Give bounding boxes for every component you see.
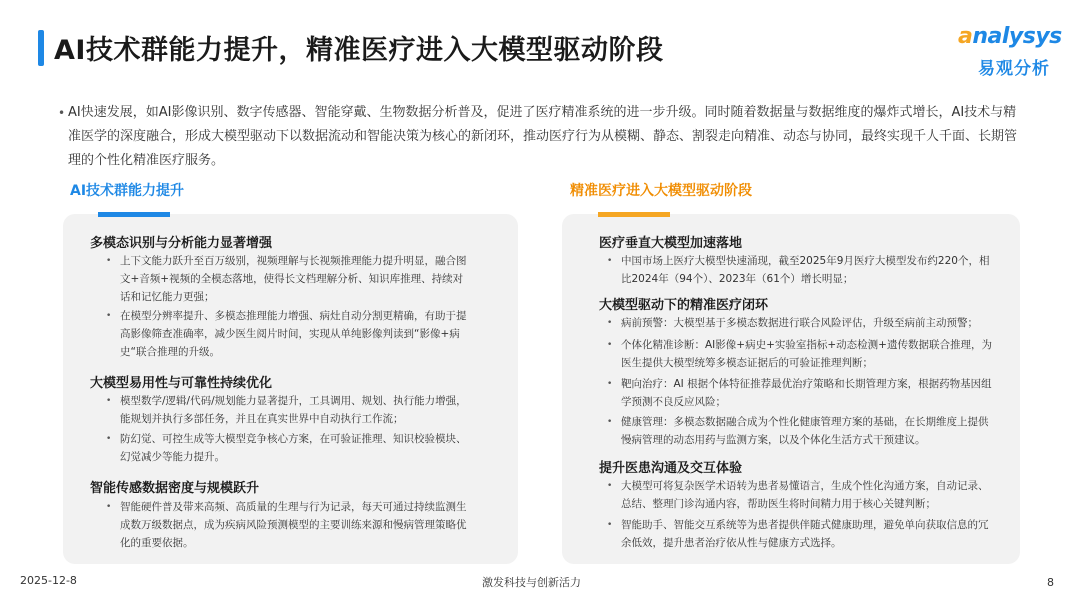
bullet-dot-icon: • <box>607 417 613 427</box>
bullet-dot-icon: • <box>607 340 613 350</box>
right-section-heading: 精准医疗进入大模型驱动阶段 <box>570 183 752 199</box>
list-item-text: 大模型可将复杂医学术语转为患者易懂语言，生成个性化沟通方案，自动记录、总结、整理门诊沟通内容，帮助医生将时间精力用于核心关键判断； <box>621 480 989 510</box>
left-subtitle-2: 大模型易用性与可靠性持续优化 <box>90 376 273 391</box>
page-title: AI技术群能力提升，精准医疗进入大模型驱动阶段 <box>54 35 664 66</box>
list-item <box>607 516 996 552</box>
list-item-text: 在模型分辨率提升、多模态推理能力增强、病灶自动分割更精确，有助于提高影像筛查准确率，减少医生阅片时间，实现从单纯影像判读到“影像+病史“联合推理的升级。 <box>120 310 467 358</box>
list-item-text: 中国市场上医疗大模型快速涌现，截至2025年9月医疗大模型发布约220个，相比2024年（94个）、2023年（61个）增长明显； <box>621 255 990 285</box>
left-subtitle-1: 多模态识别与分析能力显著增强 <box>90 236 273 251</box>
bullet-dot-icon: • <box>106 311 112 321</box>
page-number: 8 <box>1047 576 1054 589</box>
list-item <box>607 477 996 513</box>
logo-chinese-name: 易观分析 <box>978 59 1050 79</box>
list-item <box>607 252 996 288</box>
logo-wordmark <box>958 24 1062 49</box>
list-item-text: 智能助手、智能交互系统等为患者提供伴随式健康助理，避免单向获取信息的冗余低效，提升患者治疗依从性与健康方式选择。 <box>621 519 989 549</box>
bullet-dot-icon: • <box>607 520 613 530</box>
footer-date: 2025-12-8 <box>20 574 77 587</box>
bullet-dot-icon: • <box>607 379 613 389</box>
bullet-dot-icon: • <box>607 481 613 491</box>
list-item <box>106 392 472 428</box>
analysys-logo <box>958 24 1064 80</box>
list-item-text: 靶向治疗：AI 根据个体特征推荐最优治疗策略和长期管理方案，根据药物基因组学预测不良反应风险； <box>621 378 992 408</box>
list-item <box>607 413 996 449</box>
bullet-dot-icon: • <box>607 318 613 328</box>
right-subtitle-1: 医疗垂直大模型加速落地 <box>599 236 743 251</box>
list-item <box>607 336 996 372</box>
logo-wordmark-a: a <box>958 24 973 49</box>
list-item-text: 个体化精准诊断：AI影像+病史+实验室指标+动态检测+遗传数据联合推理，为医生提供大模型统筹多模态证据后的可验证推理判断； <box>621 339 992 369</box>
bullet-dot-icon: • <box>106 434 112 444</box>
right-subtitle-3: 提升医患沟通及交互体验 <box>599 461 743 476</box>
list-item-text: 防幻觉、可控生成等大模型竞争核心方案，在可验证推理、知识校验模块、幻觉减少等能力提升。 <box>120 433 467 463</box>
left-subtitle-3: 智能传感数据密度与规模跃升 <box>90 481 260 496</box>
bullet-dot-icon: • <box>106 256 112 266</box>
right-subtitle-2: 大模型驱动下的精准医疗闭环 <box>599 298 769 313</box>
bullet-dot-icon: • <box>607 256 613 266</box>
intro-paragraph <box>58 101 1018 173</box>
logo-wordmark-rest: nalysys <box>972 24 1062 49</box>
list-item-text: 病前预警：大模型基于多模态数据进行联合风险评估，升级至病前主动预警； <box>621 317 978 329</box>
list-item-text: 上下文能力跃升至百万级别，视频理解与长视频推理能力提升明显，融合图文+音频+视频的全模态落地，使得长文档理解分析、知识库推理、持续对话和记忆能力更强； <box>120 255 467 303</box>
bullet-dot-icon: • <box>106 396 112 406</box>
list-item <box>607 375 996 411</box>
list-item <box>106 498 472 552</box>
list-item <box>106 307 472 361</box>
bullet-dot-icon: • <box>106 502 112 512</box>
left-section-heading: AI技术群能力提升 <box>70 183 185 199</box>
list-item-text: 模型数学/逻辑/代码/规划能力显著提升，工具调用、规划、执行能力增强，能规划并执行多部任务，并且在真实世界中自动执行工作流； <box>120 395 467 425</box>
footer-slogan: 激发科技与创新活力 <box>482 576 581 589</box>
right-heading-underline <box>598 212 670 217</box>
list-item-text: 智能硬件普及带来高频、高质量的生理与行为记录，每天可通过持续监测生成数万级数据点，成为疾病风险预测模型的主要训练来源和慢病管理策略优化的重要依据。 <box>120 501 467 549</box>
intro-bullet: • <box>58 106 66 120</box>
list-item-text: 健康管理：多模态数据融合成为个性化健康管理方案的基础，在长期维度上提供慢病管理的动态用药与监测方案，以及个体化生活方式干预建议。 <box>621 416 989 446</box>
list-item <box>106 252 472 306</box>
list-item <box>607 314 996 332</box>
intro-text: AI快速发展，如AI影像识别、数字传感器、智能穿戴、生物数据分析普及，促进了医疗精准系统的进一步升级。同时随着数据量与数据维度的爆炸式增长，AI技术与精准医学的深度融合，形成大模型驱动下以数据流动和智能决策为核心的新闭环，推动医疗行为从模糊、静态、割裂走向精准、动态与协同，最终实现千人千面、长期管理的个性化精准医疗服务。 <box>68 105 1018 168</box>
left-heading-underline <box>98 212 170 217</box>
list-item <box>106 430 472 466</box>
title-accent-bar <box>38 30 44 66</box>
